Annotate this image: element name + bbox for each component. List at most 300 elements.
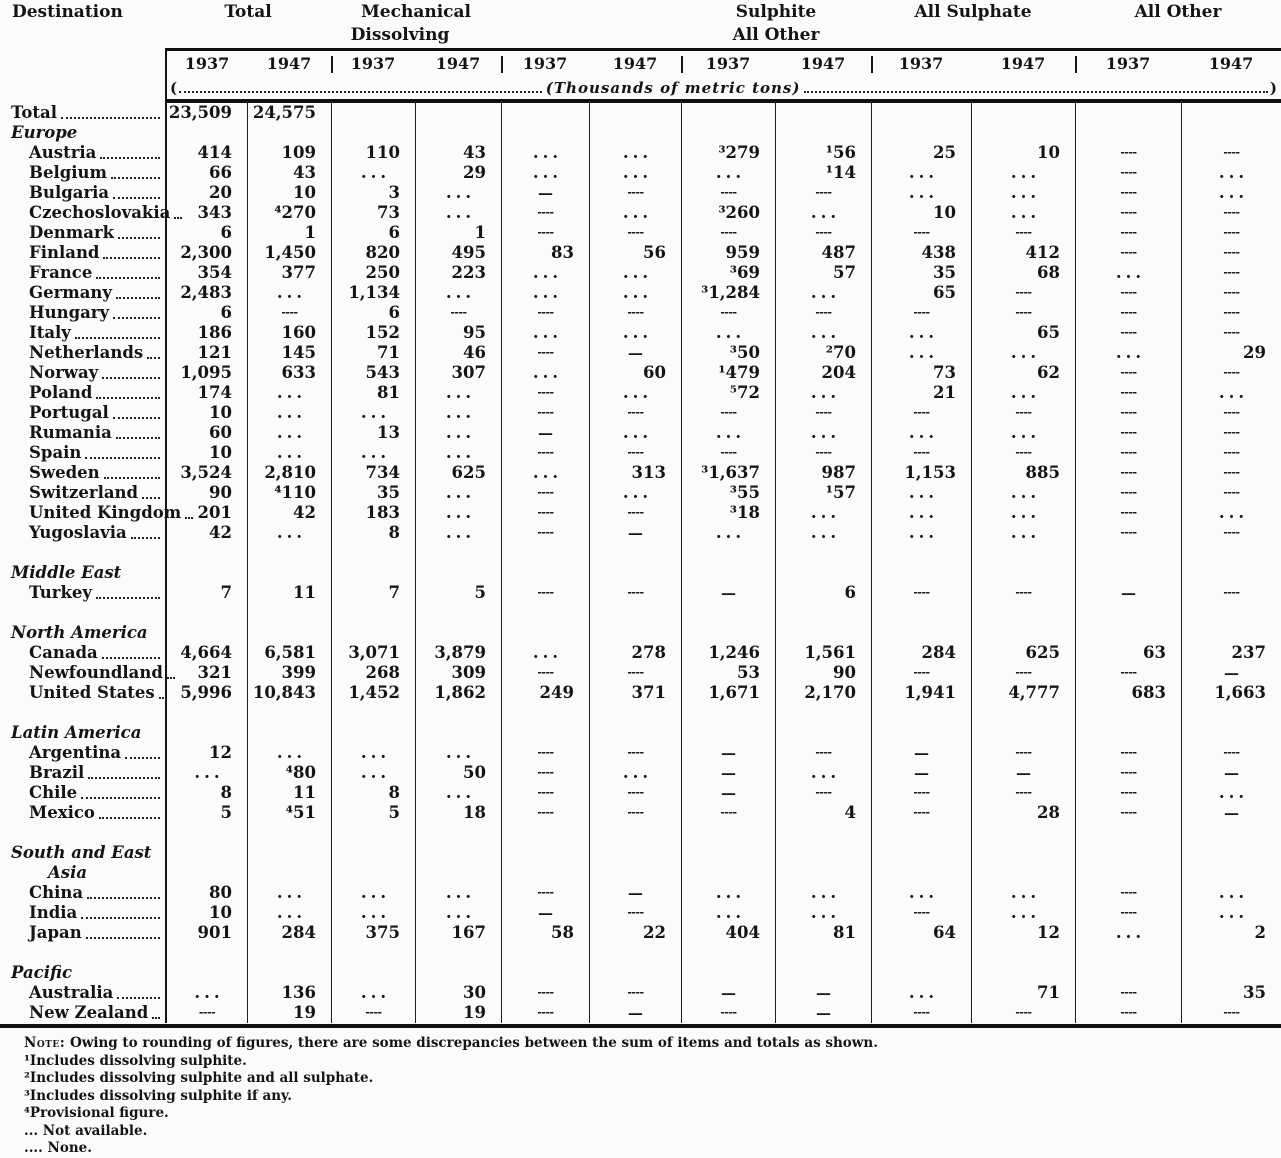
table-cell: ... [247, 443, 331, 463]
table-cell: ... [871, 323, 971, 343]
table-cell [247, 543, 331, 563]
row-label: Denmark [29, 223, 115, 242]
table-cell: 3 [331, 183, 415, 203]
table-cell [331, 723, 415, 743]
table-cell [415, 623, 501, 643]
table-cell: 5 [165, 803, 247, 823]
row-label: Netherlands [29, 343, 144, 362]
table-cell: ---- [775, 223, 871, 243]
year-header: 1947 [247, 48, 331, 77]
table-cell [247, 703, 331, 723]
table-cell: ---- [775, 183, 871, 203]
table-cell: ---- [971, 443, 1075, 463]
units-label: (Thousands of metric tons) [545, 79, 801, 97]
table-cell: ---- [1075, 1003, 1181, 1023]
row-label: Canada [29, 643, 98, 662]
year-header: 1937 [681, 48, 775, 77]
table-cell: ... [501, 643, 589, 663]
table-cell [1181, 563, 1281, 583]
table-cell: ... [501, 323, 589, 343]
table-cell: 1,941 [871, 683, 971, 703]
table-cell: 901 [165, 923, 247, 943]
table-cell: 5 [415, 583, 501, 603]
table-cell: ---- [971, 583, 1075, 603]
table-cell [165, 623, 247, 643]
table-row [0, 683, 1281, 703]
row-stub [0, 763, 165, 783]
row-stub [0, 743, 165, 763]
table-cell: 2,170 [775, 683, 871, 703]
table-cell: ---- [589, 503, 681, 523]
year-header: 1947 [589, 48, 681, 77]
table-cell: ... [681, 163, 775, 183]
table-cell: 1,452 [331, 683, 415, 703]
table-cell: ... [681, 423, 775, 443]
table-cell: ---- [775, 783, 871, 803]
table-cell: ---- [681, 803, 775, 823]
table-cell [247, 623, 331, 643]
table-cell: 1,671 [681, 683, 775, 703]
table-cell: ---- [871, 583, 971, 603]
table-cell: ---- [1075, 183, 1181, 203]
table-cell: ... [871, 523, 971, 543]
footnote-line: ... Not available. [24, 1122, 148, 1139]
table-cell: ... [331, 163, 415, 183]
table-cell: ³55 [681, 483, 775, 503]
table-cell: — [1181, 803, 1281, 823]
dotted-leader [81, 797, 160, 799]
table-cell: 64 [871, 923, 971, 943]
table-cell: ... [589, 163, 681, 183]
table-cell [1075, 823, 1181, 843]
dotted-leader [81, 917, 160, 919]
table-cell: ... [681, 883, 775, 903]
table-cell: ... [775, 283, 871, 303]
table-cell: 145 [247, 343, 331, 363]
table-cell: 1,561 [775, 643, 871, 663]
table-row [0, 143, 1281, 163]
table-cell: ---- [775, 443, 871, 463]
table-cell: ³18 [681, 503, 775, 523]
table-cell: ---- [1181, 463, 1281, 483]
table-cell [589, 123, 681, 143]
table-cell: ---- [1075, 383, 1181, 403]
year-row-stub [0, 51, 165, 77]
row-label: North America [11, 623, 148, 642]
table-cell: 987 [775, 463, 871, 483]
table-cell: ---- [871, 443, 971, 463]
table-cell: 186 [165, 323, 247, 343]
table-cell [681, 723, 775, 743]
table-row [0, 663, 1281, 683]
table-cell: ---- [1181, 583, 1281, 603]
table-cell: ---- [501, 503, 589, 523]
table-cell: 375 [331, 923, 415, 943]
table-cell: ---- [589, 303, 681, 323]
table-cell: ---- [1181, 483, 1281, 503]
row-stub [0, 403, 165, 423]
table-cell: 1 [415, 223, 501, 243]
row-stub [0, 363, 165, 383]
table-cell: ---- [589, 743, 681, 763]
table-cell: ³279 [681, 143, 775, 163]
table-cell: — [871, 743, 971, 763]
row-stub [0, 1003, 165, 1023]
table-cell: 42 [247, 503, 331, 523]
table-cell: ... [501, 463, 589, 483]
table-cell: ---- [1181, 203, 1281, 223]
table-cell: — [775, 1003, 871, 1023]
table-cell: 414 [165, 143, 247, 163]
table-cell: 18 [415, 803, 501, 823]
row-label: United States [29, 683, 155, 702]
dotted-leader [113, 197, 160, 199]
table-row [0, 103, 1281, 123]
row-stub [0, 263, 165, 283]
row-label: Brazil [29, 763, 85, 782]
table-cell: ---- [415, 303, 501, 323]
table-cell: ... [1181, 383, 1281, 403]
year-header: 1947 [971, 48, 1075, 77]
table-row [0, 503, 1281, 523]
table-cell [681, 623, 775, 643]
row-label: United Kingdom [29, 503, 182, 522]
table-cell: ---- [247, 303, 331, 323]
table-cell: 183 [331, 503, 415, 523]
table-cell: ... [247, 743, 331, 763]
table-cell: ... [971, 163, 1075, 183]
table-cell: 495 [415, 243, 501, 263]
table-cell: ... [871, 883, 971, 903]
table-cell: ---- [1075, 883, 1181, 903]
dotted-leader [102, 377, 160, 379]
table-cell: 237 [1181, 643, 1281, 663]
table-cell: 204 [775, 363, 871, 383]
table-cell: ---- [1075, 163, 1181, 183]
dotted-leader [88, 777, 160, 779]
year-header-row [0, 48, 1281, 77]
table-cell: ... [589, 143, 681, 163]
row-stub [0, 963, 165, 983]
row-stub [0, 983, 165, 1003]
table-cell: 284 [871, 643, 971, 663]
table-cell [589, 543, 681, 563]
table-cell: 412 [971, 243, 1075, 263]
table-cell [871, 603, 971, 623]
table-cell: ---- [501, 803, 589, 823]
row-stub [0, 103, 165, 123]
table-cell [971, 703, 1075, 723]
table-cell: 2,483 [165, 283, 247, 303]
table-cell [775, 123, 871, 143]
table-cell: ... [247, 523, 331, 543]
dotted-leader [117, 997, 160, 999]
table-cell: ---- [1075, 483, 1181, 503]
table-cell [501, 563, 589, 583]
row-label: Finland [29, 243, 100, 262]
table-cell: 81 [331, 383, 415, 403]
table-cell [589, 603, 681, 623]
table-cell: ---- [1181, 523, 1281, 543]
table-row [0, 223, 1281, 243]
table-cell: 625 [415, 463, 501, 483]
table-cell [501, 543, 589, 563]
table-cell [871, 703, 971, 723]
table-cell [247, 123, 331, 143]
table-cell: 354 [165, 263, 247, 283]
table-cell [971, 123, 1075, 143]
table-cell [1075, 703, 1181, 723]
table-cell: 8 [165, 783, 247, 803]
table-row [0, 283, 1281, 303]
table-cell [681, 943, 775, 963]
destination-column-header: Destination [12, 2, 123, 22]
units-row [0, 77, 1281, 103]
table-cell: 121 [165, 343, 247, 363]
table-cell: ... [871, 163, 971, 183]
table-cell [589, 963, 681, 983]
row-stub [0, 463, 165, 483]
row-stub [0, 883, 165, 903]
table-cell: — [681, 743, 775, 763]
row-stub [0, 663, 165, 683]
table-cell: ---- [971, 223, 1075, 243]
spacer-row [0, 543, 1281, 563]
table-cell [681, 843, 775, 883]
table-cell: ... [501, 283, 589, 303]
table-cell: ... [971, 903, 1075, 923]
table-cell [165, 703, 247, 723]
row-label: Europe [11, 123, 78, 142]
table-cell: 625 [971, 643, 1075, 663]
table-cell: ---- [971, 1003, 1075, 1023]
table-cell: 174 [165, 383, 247, 403]
table-cell [589, 623, 681, 643]
row-stub [0, 923, 165, 943]
row-label-line2: Asia [48, 863, 88, 882]
table-cell [1075, 943, 1181, 963]
table-cell: ---- [775, 743, 871, 763]
table-row [0, 303, 1281, 323]
table-row [0, 263, 1281, 283]
note-line [24, 1035, 1281, 1053]
table-row [0, 803, 1281, 823]
table-cell [1181, 623, 1281, 643]
table-cell: 6 [165, 303, 247, 323]
table-cell: ---- [589, 803, 681, 823]
table-cell [331, 963, 415, 983]
table-cell: ... [415, 383, 501, 403]
table-cell: 23,509 [165, 103, 247, 123]
row-label: Austria [29, 143, 97, 162]
table-cell [331, 123, 415, 143]
table-cell [415, 723, 501, 743]
table-cell: ... [415, 203, 501, 223]
table-cell: 371 [589, 683, 681, 703]
table-cell: ---- [1075, 743, 1181, 763]
table-cell [165, 603, 247, 623]
table-cell: 1,095 [165, 363, 247, 383]
table-cell [871, 823, 971, 843]
table-cell: ---- [1181, 743, 1281, 763]
dotted-leader [116, 437, 160, 439]
table-cell: ... [1181, 903, 1281, 923]
table-cell: ... [247, 383, 331, 403]
table-cell: ---- [1075, 463, 1181, 483]
table-cell [331, 103, 415, 123]
year-header: 1947 [775, 48, 871, 77]
table-cell: ---- [971, 783, 1075, 803]
table-cell: 683 [1075, 683, 1181, 703]
table-cell: 10,843 [247, 683, 331, 703]
table-cell: ... [971, 483, 1075, 503]
table-cell: ²70 [775, 343, 871, 363]
table-cell [331, 543, 415, 563]
table-cell: 4 [775, 803, 871, 823]
row-label: South and East [11, 843, 152, 862]
table-cell: ... [247, 403, 331, 423]
spacer-row [0, 603, 1281, 623]
table-cell [589, 723, 681, 743]
year-header: 1937 [165, 48, 247, 77]
table-cell: 10 [165, 403, 247, 423]
row-stub [0, 583, 165, 603]
table-cell: ¹57 [775, 483, 871, 503]
year-header: 1947 [415, 48, 501, 77]
table-row [0, 843, 1281, 883]
table-cell: ---- [871, 403, 971, 423]
table-cell: 2 [1181, 923, 1281, 943]
table-row [0, 743, 1281, 763]
table-row [0, 883, 1281, 903]
dotted-leader [102, 657, 160, 659]
table-cell: 43 [247, 163, 331, 183]
table-cell [681, 963, 775, 983]
table-cell: — [871, 763, 971, 783]
dotted-leader [87, 897, 160, 899]
table-cell [1181, 963, 1281, 983]
table-cell: ---- [1075, 403, 1181, 423]
table-cell: ... [775, 323, 871, 343]
table-cell [501, 603, 589, 623]
table-cell: 68 [971, 263, 1075, 283]
table-row [0, 963, 1281, 983]
table-cell: ... [165, 763, 247, 783]
row-label: Hungary [29, 303, 110, 322]
table-cell: ... [681, 323, 775, 343]
row-stub [0, 243, 165, 263]
table-cell: ---- [1075, 303, 1181, 323]
spacer-row [0, 943, 1281, 963]
row-stub [0, 163, 165, 183]
table-cell [331, 623, 415, 643]
table-cell: ... [1075, 343, 1181, 363]
table-cell: ... [331, 983, 415, 1003]
row-stub [0, 123, 165, 143]
row-label: Middle East [11, 563, 122, 582]
table-cell: 1,663 [1181, 683, 1281, 703]
table-cell: ---- [501, 443, 589, 463]
table-cell [165, 963, 247, 983]
table-cell [1181, 543, 1281, 563]
table-cell [1181, 603, 1281, 623]
group-header-total: Total [224, 2, 272, 22]
footnote-line: ¹Includes dissolving sulphite. [24, 1052, 247, 1069]
table-cell [871, 723, 971, 743]
table-cell: ¹14 [775, 163, 871, 183]
table-cell: 223 [415, 263, 501, 283]
table-cell: ---- [589, 583, 681, 603]
table-cell [247, 603, 331, 623]
table-cell: ---- [971, 743, 1075, 763]
table-row [0, 983, 1281, 1003]
table-cell [775, 943, 871, 963]
row-label: Italy [29, 323, 71, 342]
table-cell [589, 103, 681, 123]
table-cell: ---- [589, 983, 681, 1003]
year-header: 1937 [501, 48, 589, 77]
table-cell: ---- [589, 223, 681, 243]
table-cell: 6 [331, 303, 415, 323]
table-cell [247, 823, 331, 843]
table-cell: ... [331, 743, 415, 763]
table-cell [1075, 723, 1181, 743]
table-cell: 110 [331, 143, 415, 163]
table-cell: ---- [971, 403, 1075, 423]
row-stub [0, 343, 165, 363]
table-cell: 60 [165, 423, 247, 443]
table-cell [871, 563, 971, 583]
table-row [0, 1003, 1281, 1023]
table-cell: 160 [247, 323, 331, 343]
table-cell: ... [1181, 883, 1281, 903]
table-cell [415, 103, 501, 123]
table-cell [775, 603, 871, 623]
table-cell: 30 [415, 983, 501, 1003]
table-cell: ---- [871, 303, 971, 323]
table-cell [415, 603, 501, 623]
table-cell: ---- [971, 303, 1075, 323]
table-cell [681, 543, 775, 563]
table-cell: ³50 [681, 343, 775, 363]
row-label: Spain [29, 443, 82, 462]
table-cell [971, 623, 1075, 643]
table-cell: 43 [415, 143, 501, 163]
table-cell: 959 [681, 243, 775, 263]
row-stub [0, 303, 165, 323]
table-cell [501, 943, 589, 963]
table-cell: — [1075, 583, 1181, 603]
group-header-all-sulphate: All Sulphate [914, 2, 1032, 22]
table-cell: 109 [247, 143, 331, 163]
group-header-dissolving: Dissolving [350, 25, 450, 45]
table-cell: 167 [415, 923, 501, 943]
table-cell: ---- [971, 283, 1075, 303]
table-cell: ... [501, 163, 589, 183]
table-cell: 8 [331, 783, 415, 803]
table-cell: ... [415, 743, 501, 763]
table-cell: 29 [415, 163, 501, 183]
row-stub [0, 483, 165, 503]
table-cell [415, 703, 501, 723]
table-cell: 136 [247, 983, 331, 1003]
table-cell: ---- [501, 383, 589, 403]
table-cell: ---- [1181, 283, 1281, 303]
table-cell [1181, 123, 1281, 143]
table-cell: 10 [247, 183, 331, 203]
dotted-leader [86, 937, 160, 939]
dotted-leader [113, 417, 160, 419]
